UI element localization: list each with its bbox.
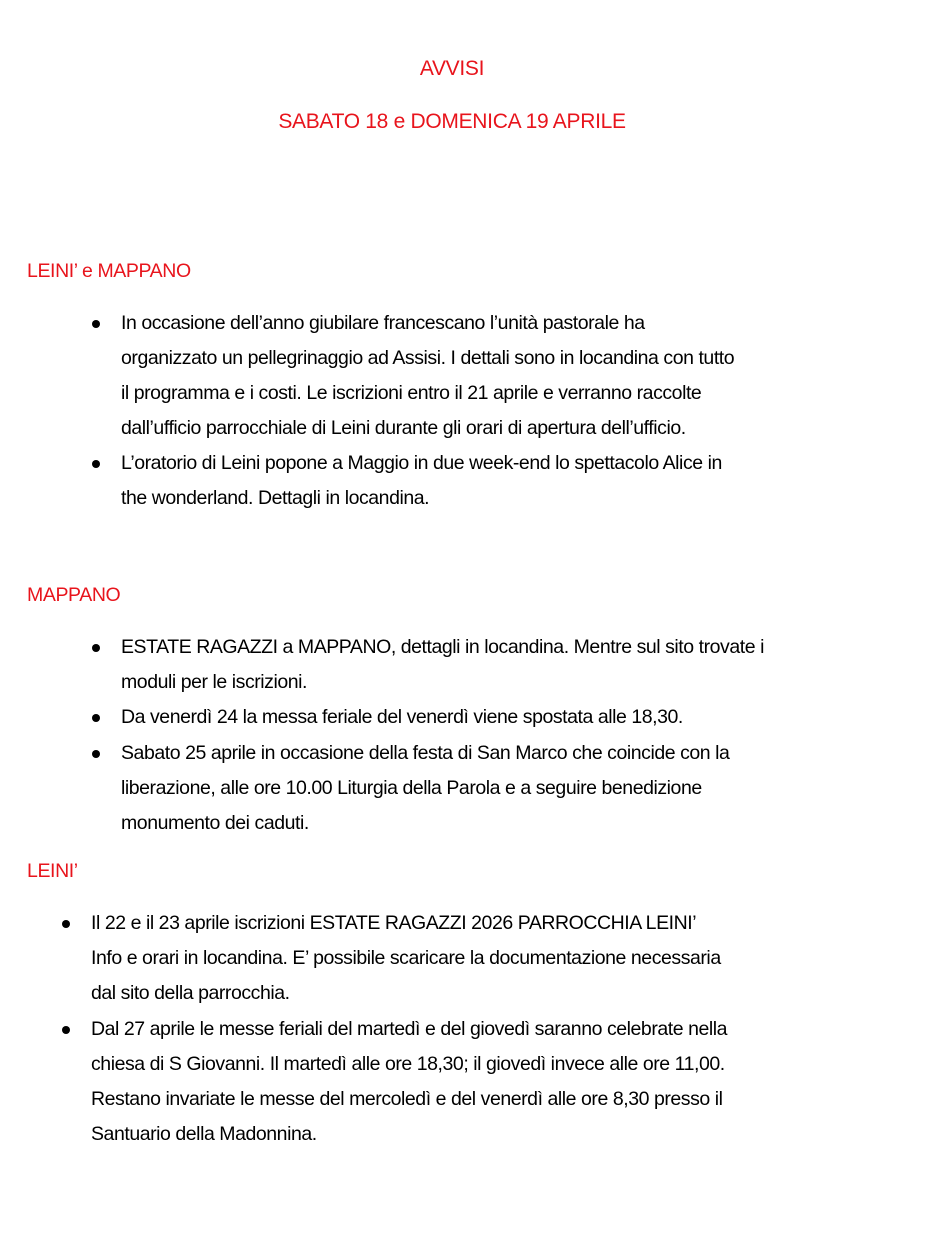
section-heading-leini: LEINI’ bbox=[27, 860, 78, 882]
list-item-line: monumento dei caduti. bbox=[121, 812, 309, 834]
bullet-icon bbox=[92, 644, 100, 652]
list-item-line: Da venerdì 24 la messa feriale del venerdì viene spostata alle 18,30. bbox=[121, 706, 683, 728]
list-item-line: ESTATE RAGAZZI a MAPPANO, dettagli in locandina. Mentre sul sito trovate i bbox=[121, 636, 764, 658]
list-item-line: Info e orari in locandina. E’ possibile scaricare la documentazione necessaria bbox=[91, 947, 721, 969]
list-item-line: moduli per le iscrizioni. bbox=[121, 671, 307, 693]
list-item-line: Sabato 25 aprile in occasione della festa di San Marco che coincide con la bbox=[121, 742, 730, 764]
list-item-line: In occasione dell’anno giubilare francescano l’unità pastorale ha bbox=[121, 312, 645, 334]
bullet-icon bbox=[62, 1026, 70, 1034]
list-item-line: dall’ufficio parrocchiale di Leini durante gli orari di apertura dell’ufficio. bbox=[121, 417, 686, 439]
bullet-icon bbox=[92, 714, 100, 722]
list-item-line: organizzato un pellegrinaggio ad Assisi. I dettali sono in locandina con tutto bbox=[121, 347, 735, 369]
bullet-icon bbox=[92, 320, 100, 328]
bullet-icon bbox=[92, 750, 100, 758]
list-item-line: il programma e i costi. Le iscrizioni entro il 21 aprile e verranno raccolte bbox=[121, 382, 702, 404]
list-item-line: dal sito della parrocchia. bbox=[91, 982, 290, 1004]
document-subtitle: SABATO 18 e DOMENICA 19 APRILE bbox=[278, 110, 626, 133]
list-item-line: Santuario della Madonnina. bbox=[91, 1123, 317, 1145]
list-item-line: Restano invariate le messe del mercoledì e del venerdì alle ore 8,30 presso il bbox=[91, 1088, 723, 1110]
document-title: AVVISI bbox=[419, 57, 485, 80]
list-item-line: liberazione, alle ore 10.00 Liturgia della Parola e a seguire benedizione bbox=[121, 777, 702, 799]
list-item-line: Il 22 e il 23 aprile iscrizioni ESTATE RAGAZZI 2026 PARROCCHIA LEINI’ bbox=[91, 912, 697, 934]
bullet-icon bbox=[62, 920, 70, 928]
bullet-icon bbox=[92, 460, 100, 468]
list-item-line: Dal 27 aprile le messe feriali del martedì e del giovedì saranno celebrate nella bbox=[91, 1018, 728, 1040]
list-item-line: L’oratorio di Leini popone a Maggio in due week-end lo spettacolo Alice in bbox=[121, 452, 722, 474]
section-heading-leini-mappano: LEINI’ e MAPPANO bbox=[27, 260, 191, 282]
section-heading-mappano: MAPPANO bbox=[27, 584, 121, 606]
list-item-line: the wonderland. Dettagli in locandina. bbox=[121, 487, 430, 509]
list-item-line: chiesa di S Giovanni. Il martedì alle ore 18,30; il giovedì invece alle ore 11,00. bbox=[91, 1053, 725, 1075]
